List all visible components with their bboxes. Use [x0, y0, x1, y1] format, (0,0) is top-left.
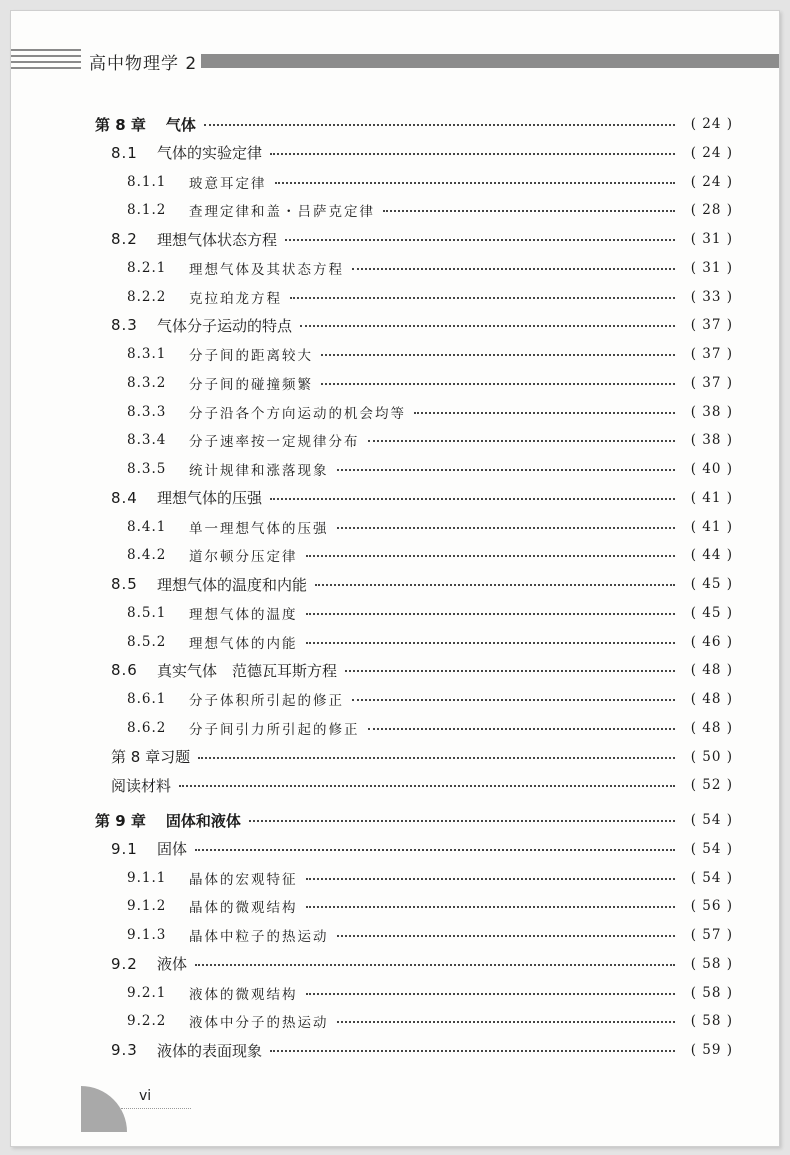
toc-entry-number: 8.4.1 [127, 518, 167, 535]
toc-entry-page: ( 31 ) [690, 231, 733, 247]
toc-entry-number: 第 8 章 [95, 115, 146, 134]
toc-entry [127, 400, 733, 424]
toc-entry-title: 单一理想气体的压强 [189, 520, 329, 537]
dot-leader [198, 757, 675, 759]
toc-entry-title: 道尔顿分压定律 [189, 549, 298, 566]
toc-entry-title: 气体分子运动的特点 [157, 316, 293, 335]
toc-entry-title: 晶体的微观结构 [189, 900, 298, 917]
toc-entry [111, 486, 733, 510]
toc-entry-number: 9.1 [111, 839, 138, 858]
toc-entry [111, 773, 733, 797]
dot-leader [249, 820, 675, 822]
page-corner-decoration [81, 1086, 127, 1132]
toc-entry-title: 分子间的碰撞频繁 [189, 376, 313, 393]
toc-entry-title: 液体的表面现象 [157, 1041, 263, 1060]
toc-entry [127, 371, 733, 395]
toc-entry-page: ( 44 ) [690, 547, 733, 564]
toc-entry [127, 981, 733, 1005]
toc-entry-page: ( 56 ) [690, 898, 733, 915]
toc-entry [127, 285, 733, 309]
toc-entry-page: ( 24 ) [690, 173, 733, 190]
toc-entry [127, 428, 733, 452]
toc-entry [111, 572, 733, 596]
dot-leader [270, 1050, 675, 1052]
dot-leader [368, 440, 676, 442]
toc-entry-title: 理想气体的压强 [157, 489, 263, 508]
toc-entry [127, 601, 733, 625]
toc-entry [127, 515, 733, 539]
dot-leader [195, 849, 675, 851]
toc-entry-number: 8.6.2 [127, 719, 167, 736]
toc-entry-title: 分子沿各个方向运动的机会均等 [189, 405, 406, 422]
toc-entry-page: ( 54 ) [690, 840, 733, 857]
toc-entry-number: 8.4.2 [127, 547, 167, 564]
toc-entry [127, 342, 733, 366]
toc-entry [111, 1038, 733, 1062]
dot-leader [352, 699, 675, 701]
dot-leader [290, 297, 675, 299]
toc-entry [111, 952, 733, 976]
toc-entry-number: 9.2.1 [127, 984, 167, 1001]
toc-entry-number: 9.3 [111, 1041, 138, 1059]
toc-entry-number: 8.1.1 [127, 173, 167, 190]
toc-entry-page: ( 58 ) [690, 984, 733, 1001]
toc-entry-number: 8.1.2 [127, 202, 167, 219]
toc-entry-number: 8.5 [111, 575, 138, 593]
dot-leader [352, 268, 675, 270]
header-decoration [11, 49, 81, 79]
toc-entry-number: 8.4 [111, 488, 138, 507]
toc-entry-title: 理想气体的温度和内能 [157, 575, 308, 594]
toc-entry [127, 866, 733, 890]
toc-entry-title: 固体 [157, 840, 188, 859]
dot-leader [315, 584, 675, 586]
toc-entry-page: ( 46 ) [690, 633, 733, 650]
toc-entry [111, 837, 733, 861]
toc-entry-page: ( 48 ) [690, 662, 733, 679]
dot-leader [204, 124, 675, 126]
toc-entry-page: ( 45 ) [690, 604, 733, 621]
footer-rule [121, 1107, 191, 1109]
toc-entry [127, 894, 733, 918]
toc-entry-page: ( 24 ) [690, 116, 733, 132]
toc-entry-title: 理想气体的温度 [189, 606, 298, 623]
toc-entry-title: 液体 [157, 955, 188, 974]
toc-entry-title: 分子间的距离较大 [189, 348, 313, 364]
toc-entry-page: ( 50 ) [690, 748, 733, 765]
dot-leader [368, 728, 676, 730]
toc-entry-number: 9.2 [111, 954, 138, 973]
toc-entry [127, 687, 733, 711]
book-page [10, 10, 780, 1147]
toc-entry-page: ( 54 ) [690, 812, 733, 828]
toc-entry-number: 8.3.3 [127, 403, 167, 420]
dot-leader [300, 325, 675, 327]
toc-entry-page: ( 59 ) [690, 1042, 733, 1058]
toc-entry-page: ( 33 ) [690, 288, 733, 305]
dot-leader [179, 785, 675, 787]
toc-entry [127, 630, 733, 654]
toc-entry-page: ( 48 ) [690, 691, 733, 707]
dot-leader [321, 354, 675, 356]
toc-entry-title: 分子速率按一定规律分布 [189, 434, 360, 451]
toc-entry-title: 阅读材料 [111, 776, 172, 795]
toc-entry [127, 1009, 733, 1033]
toc-entry-page: ( 41 ) [690, 518, 733, 535]
toc-entry-page: ( 24 ) [690, 144, 733, 161]
toc-entry [111, 227, 733, 251]
toc-entry-title: 真实气体 范德瓦耳斯方程 [157, 661, 338, 680]
toc-entry-number: 8.3.4 [127, 432, 167, 449]
page-number: vi [139, 1088, 152, 1104]
dot-leader [306, 993, 676, 995]
toc-entry-title: 气体的实验定律 [157, 144, 263, 163]
toc-entry [95, 808, 733, 832]
toc-entry [127, 198, 733, 222]
dot-leader [306, 555, 676, 557]
toc-entry-number: 8.3 [111, 316, 138, 335]
dot-leader [195, 964, 675, 966]
toc-entry [127, 256, 733, 280]
toc-entry-number: 9.1.3 [127, 927, 167, 943]
toc-entry [127, 543, 733, 567]
toc-entry-page: ( 40 ) [690, 461, 733, 477]
toc-entry-title: 固体和液体 [165, 811, 241, 830]
toc-entry-title: 分子间引力所引起的修正 [189, 721, 360, 738]
dot-leader [337, 469, 676, 471]
toc-entry-number: 9.2.2 [127, 1013, 167, 1030]
toc-entry-title: 晶体中粒子的热运动 [189, 929, 329, 945]
dot-leader [270, 498, 675, 500]
toc-entry-number: 8.1 [111, 143, 138, 162]
toc-entry-title: 玻意耳定律 [189, 175, 267, 192]
toc-entry-page: ( 37 ) [690, 317, 733, 334]
dot-leader [306, 878, 676, 880]
toc-entry-title: 第 8 章习题 [111, 748, 191, 766]
toc-entry-number: 8.3.5 [127, 461, 167, 477]
toc-entry [95, 112, 733, 136]
toc-entry-number: 8.2.1 [127, 259, 167, 276]
toc-entry-number: 8.2 [111, 230, 138, 248]
toc-entry-page: ( 37 ) [690, 346, 733, 362]
toc-entry-title: 液体中分子的热运动 [189, 1015, 329, 1032]
toc-entry-number: 8.5.1 [127, 604, 167, 621]
dot-leader [321, 383, 675, 385]
toc-entry-number: 8.3.1 [127, 346, 167, 362]
toc-entry-number: 8.6 [111, 661, 138, 680]
toc-entry-page: ( 41 ) [690, 489, 733, 506]
toc-entry-number: 8.2.2 [127, 288, 167, 305]
dot-leader [345, 670, 675, 672]
dot-leader [275, 182, 676, 184]
toc-entry [127, 923, 733, 947]
toc-entry-number: 9.1.2 [127, 898, 167, 915]
toc-entry-number: 8.5.2 [127, 633, 167, 650]
toc-entry-number: 第 9 章 [95, 811, 146, 830]
toc-entry [111, 745, 733, 769]
toc-entry-page: ( 38 ) [690, 403, 733, 420]
toc-entry-title: 理想气体状态方程 [157, 230, 278, 249]
toc-entry-number: 8.6.1 [127, 691, 167, 707]
toc-entry [111, 658, 733, 682]
toc-entry [111, 313, 733, 337]
toc-entry-page: ( 58 ) [690, 955, 733, 972]
toc-entry-page: ( 54 ) [690, 869, 733, 886]
dot-leader [306, 613, 676, 615]
toc-entry-page: ( 58 ) [690, 1013, 733, 1030]
toc-entry-page: ( 45 ) [690, 576, 733, 592]
toc-entry-title: 统计规律和涨落现象 [189, 463, 329, 479]
toc-entry-title: 理想气体及其状态方程 [189, 261, 344, 278]
toc-entry-number: 8.3.2 [127, 374, 167, 391]
dot-leader [337, 1021, 676, 1023]
toc-entry-number: 9.1.1 [127, 869, 167, 886]
running-header-title: 高中物理学 2 [89, 54, 198, 74]
toc-entry [127, 457, 733, 481]
dot-leader [306, 906, 676, 908]
dot-leader [337, 935, 676, 937]
toc-entry-page: ( 28 ) [690, 202, 733, 219]
dot-leader [414, 412, 675, 414]
header-bar [201, 54, 779, 68]
toc-entry-page: ( 52 ) [690, 777, 733, 794]
toc-entry [111, 141, 733, 165]
dot-leader [337, 527, 676, 529]
toc-entry-page: ( 31 ) [690, 259, 733, 276]
toc-entry-title: 气体 [165, 115, 196, 134]
toc-entry-title: 晶体的宏观特征 [189, 871, 298, 888]
toc-entry-page: ( 37 ) [690, 374, 733, 391]
toc-entry-title: 克拉珀龙方程 [189, 290, 282, 307]
dot-leader [285, 239, 675, 241]
dot-leader [306, 642, 676, 644]
toc-entry-title: 理想气体的内能 [189, 635, 298, 652]
toc-entry-page: ( 57 ) [690, 927, 733, 943]
toc-entry-page: ( 48 ) [690, 719, 733, 736]
toc-entry-title: 分子体积所引起的修正 [189, 693, 344, 709]
toc-entry-title: 液体的微观结构 [189, 986, 298, 1003]
toc-entry-page: ( 38 ) [690, 432, 733, 449]
toc-entry [127, 716, 733, 740]
dot-leader [383, 210, 675, 212]
toc-entry-title: 查理定律和盖・吕萨克定律 [189, 204, 375, 221]
toc-entry [127, 170, 733, 194]
dot-leader [270, 153, 675, 155]
